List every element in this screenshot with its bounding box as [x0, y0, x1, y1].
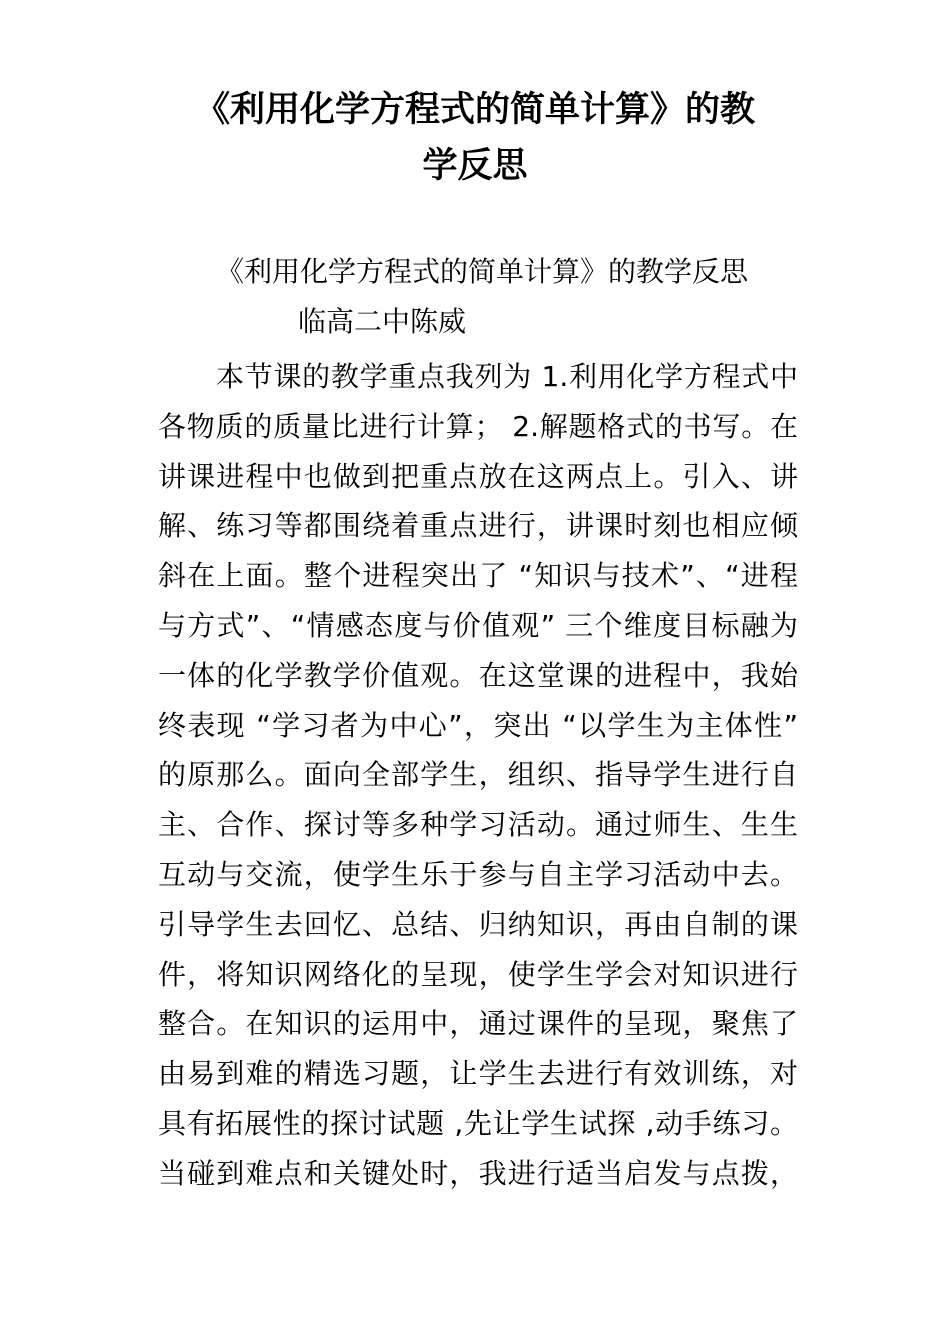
body-line: 各物质的质量比进行计算； 2.解题格式的书写。在	[158, 409, 798, 443]
body-line: 引导学生去回忆、总结、归纳知识，再由自制的课	[158, 907, 798, 941]
body-line: 讲课进程中也做到把重点放在这两点上。引入、讲	[158, 459, 798, 493]
document-author: 临高二中陈威	[298, 305, 467, 338]
document-title	[120, 82, 830, 194]
body-line: 本节课的教学重点我列为 1.利用化学方程式中	[216, 360, 798, 393]
document-subtitle: 《利用化学方程式的简单计算》的教学反思	[216, 255, 749, 288]
body-line: 互动与交流，使学生乐于参与自主学习活动中去。	[158, 857, 798, 891]
body-line: 主、合作、探讨等多种学习活动。通过师生、生生	[158, 808, 798, 842]
body-line: 整合。在知识的运用中，通过课件的呈现，聚焦了	[158, 1007, 798, 1041]
title-line-2: 学反思	[422, 146, 528, 186]
title-line-1: 《利用化学方程式的简单计算》的教	[194, 90, 755, 130]
body-paragraph	[158, 352, 798, 1199]
body-line: 解、练习等都围绕着重点进行，讲课时刻也相应倾	[158, 509, 798, 543]
body-line: 当碰到难点和关键处时，我进行适当启发与点拨，	[158, 1156, 798, 1190]
body-line: 具有拓展性的探讨试题 ,先让学生试探 ,动手练习。	[158, 1106, 798, 1140]
body-line: 终表现 “学习者为中心”，突出 “以学生为主体性”	[158, 708, 798, 742]
body-line: 一体的化学教学价值观。在这堂课的进程中，我始	[158, 658, 798, 692]
body-line: 的原那么。面向全部学生，组织、指导学生进行自	[158, 758, 798, 792]
body-line: 斜在上面。整个进程突出了 “知识与技术”、“进程	[158, 559, 798, 593]
body-line: 与方式”、“情感态度与价值观” 三个维度目标融为	[158, 608, 798, 642]
body-line: 件，将知识网络化的呈现，使学生学会对知识进行	[158, 957, 798, 991]
body-line: 由易到难的精选习题，让学生去进行有效训练，对	[158, 1057, 798, 1091]
